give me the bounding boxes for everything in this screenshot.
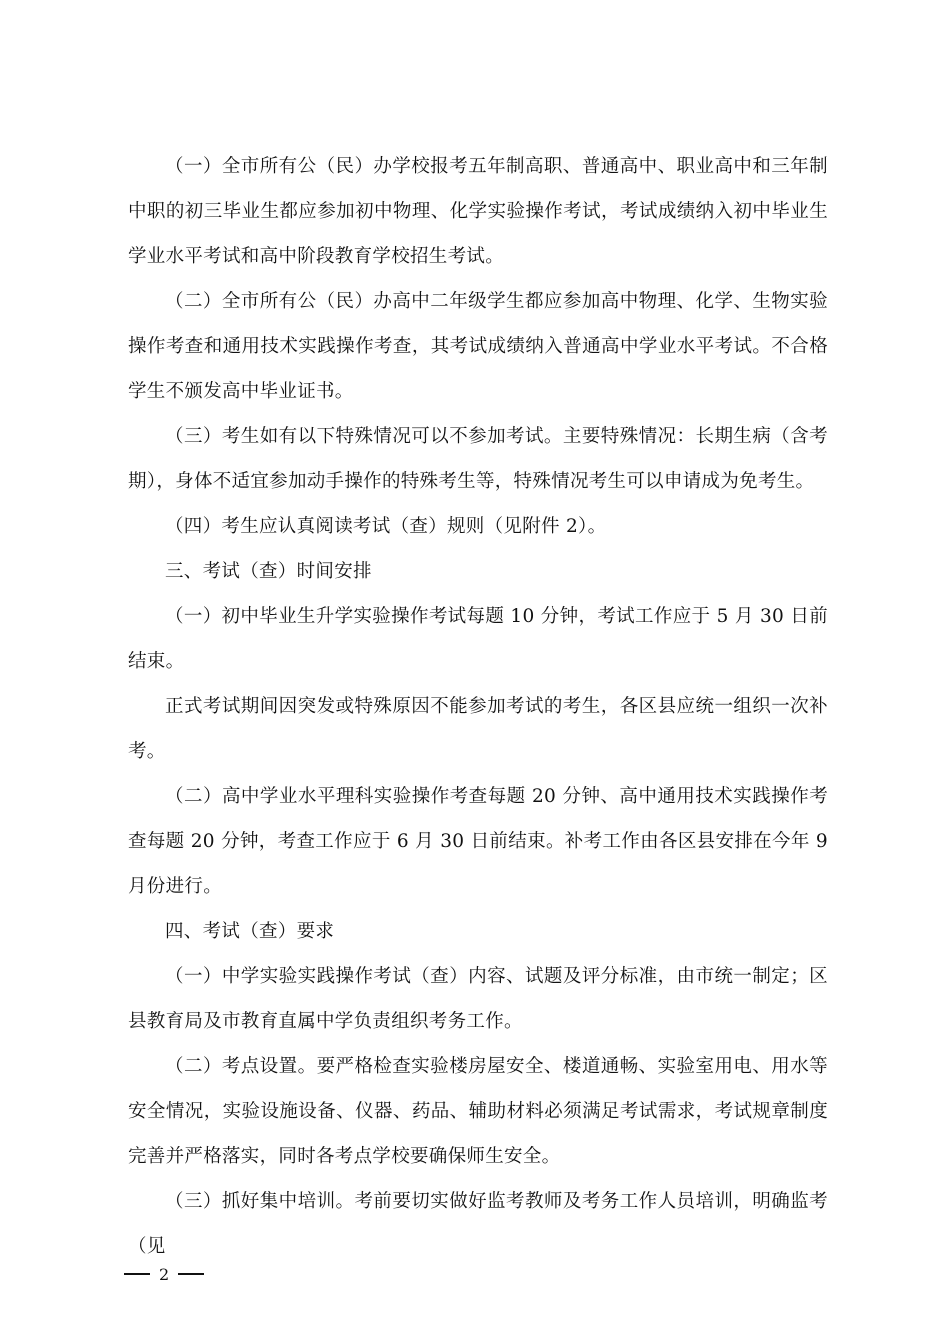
paragraph: （二）高中学业水平理科实验操作考查每题 20 分钟、高中通用技术实践操作考查每题 20 分钟，考查工作应于 6 月 30 日前结束。补考工作由各区县安排在今年 9 月份进行。 xyxy=(128,786,828,897)
paragraph: （二）全市所有公（民）办高中二年级学生都应参加高中物理、化学、生物实验操作考查和通用技术实践操作考查，其考试成绩纳入普通高中学业水平考试。不合格学生不颁发高中毕业证书。 xyxy=(128,291,828,402)
document-body xyxy=(128,144,828,1269)
paragraph: （一）中学实验实践操作考试（查）内容、试题及评分标准，由市统一制定；区县教育局及市教育直属中学负责组织考务工作。 xyxy=(128,966,828,1032)
section-heading: 三、考试（查）时间安排 xyxy=(165,561,372,582)
paragraph: （三）抓好集中培训。考前要切实做好监考教师及考务工作人员培训，明确监考（见 xyxy=(128,1191,828,1257)
section-heading: 四、考试（查）要求 xyxy=(165,921,335,942)
footer-dash-right xyxy=(178,1273,204,1275)
footer-dash-left xyxy=(124,1273,150,1275)
paragraph: （二）考点设置。要严格检查实验楼房屋安全、楼道通畅、实验室用电、用水等安全情况，实验设施设备、仪器、药品、辅助材料必须满足考试需求，考试规章制度完善并严格落实，同时各考点学校要确保师生安全。 xyxy=(128,1056,828,1167)
paragraph: （一）初中毕业生升学实验操作考试每题 10 分钟，考试工作应于 5 月 30 日前结束。 xyxy=(128,606,828,672)
paragraph: （三）考生如有以下特殊情况可以不参加考试。主要特殊情况：长期生病（含考期），身体不适宜参加动手操作的特殊考生等，特殊情况考生可以申请成为免考生。 xyxy=(128,426,828,492)
paragraph: 正式考试期间因突发或特殊原因不能参加考试的考生，各区县应统一组织一次补考。 xyxy=(128,696,828,762)
page-footer xyxy=(124,1262,204,1286)
paragraph: （四）考生应认真阅读考试（查）规则（见附件 2）。 xyxy=(165,516,607,537)
paragraph: （一）全市所有公（民）办学校报考五年制高职、普通高中、职业高中和三年制中职的初三毕业生都应参加初中物理、化学实验操作考试，考试成绩纳入初中毕业生学业水平考试和高中阶段教育学校招生考试。 xyxy=(128,156,828,267)
page-number: 2 xyxy=(159,1264,170,1284)
